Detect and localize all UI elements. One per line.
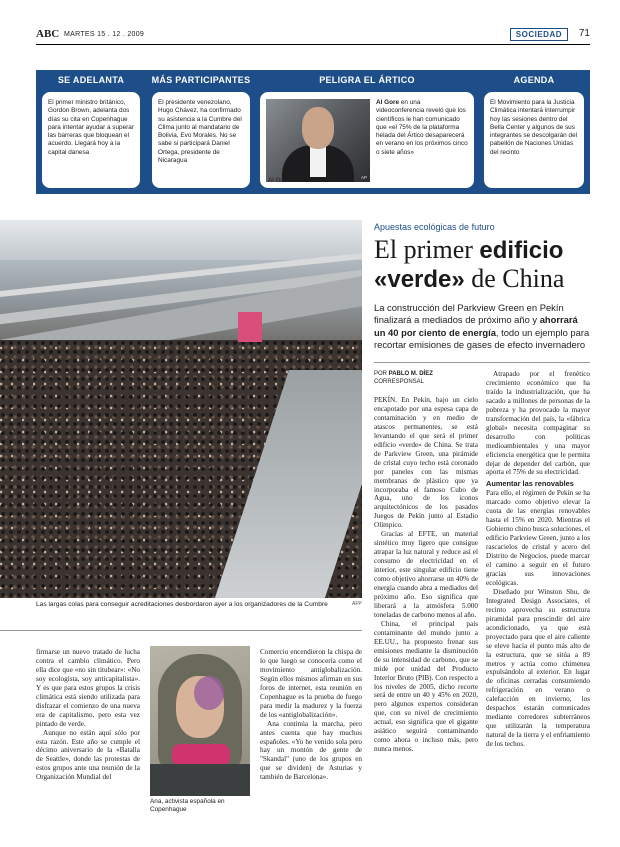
paragraph: China, el principal país contaminante del mundo junto a EE.UU., ha propuesto frenar sus emisiones mediante la disminución de su intensidad de carbono, que se mide por unidad del Producto Interior Bruto (PIB). Con respecto a los niveles de 2005, dicho recorte será de entre un 40 y 45% en 2020, pero algunos expertos consideran que, con su nivel de crecimiento actual, eso significa que el gigante asiático seguirá contaminando como ahora o incluso más, pero nunca menos.	[374, 619, 478, 754]
lower-column-1	[36, 648, 140, 782]
article-column-1	[374, 396, 478, 754]
lead-part: La construcción del Parkview Green en Pekín finalizará a mediados de próximo año y	[374, 302, 564, 326]
divider	[0, 630, 362, 631]
headline-part: edificio	[479, 237, 564, 264]
photo-shape	[150, 764, 250, 796]
paragraph: Ana continúa la marcha, pero antes cuenta que hay muchos españoles. «Yo he venido sola pero hay un montón de gente de "Skandal" (uno de los grupos en que se dividen) de Asturias y también de Barcelona».	[260, 719, 362, 782]
band-box-body	[484, 92, 584, 188]
page-number: 71	[578, 28, 590, 39]
newspaper-logo: ABC	[36, 28, 60, 40]
band-box-participantes	[146, 70, 256, 194]
photo-shape	[172, 744, 230, 766]
divider	[374, 362, 590, 363]
photo-shape	[310, 147, 326, 177]
subheading: Aumentar las renovables	[486, 479, 574, 489]
photo-shape	[0, 220, 362, 260]
band-text: El primer ministro británico, Gordon Brown, adelanta dos días su cita en Copenhague para intentar ayudar a superar las barreras que bloquean el acuerdo. Llegará hoy a la capital danesa	[48, 99, 134, 156]
photo-shape	[302, 107, 334, 149]
info-band	[36, 70, 590, 194]
band-title: PELIGRA EL ÁRTICO	[319, 75, 415, 85]
band-title: MÁS PARTICIPANTES	[151, 75, 251, 85]
paragraph: firmarse un nuevo tratado de lucha contra el cambio climático. Pero ella dice que «no sin titubear»: «No soy ecologista, soy anticapitalista». Y es que para estos grupos la crisis climática está siendo utilizada para disfrazar el comienzo de una nueva era de capitalismo, pero esta vez pintado de verde.	[36, 648, 140, 728]
paragraph: Atrapado por el frenético crecimiento económico que ha traído la industrialización, que ha sacado a millones de personas de la pobreza y ha provocado la mayor transformación del país, la «fábrica global» necesita compaginar su desarrollo con políticas medioambientales y una mayor eficiencia energética que le permita dejar de depender del carbón, que aporta el 75% de su electricidad.	[486, 370, 590, 477]
lead-part: , todo un ejemplo para recortar emisiones de gases de efecto invernadero	[374, 326, 590, 351]
paragraph: Para ello, el régimen de Pekín se ha marcado como objetivo elevar la cuota de las energías renovables hasta el 15% en 2020. Mientras el Gobierno chino busca soluciones, el edificio Parkview Green, junto a los rascacielos de cristal y acero del Distrito de Negocios, puede marcar el camino a seguir en el futuro gracias sus innovaciones ecológicas.	[486, 489, 590, 587]
band-box-adelanta	[36, 70, 146, 194]
byline	[374, 370, 433, 386]
article-headline	[374, 236, 590, 294]
crowd-photo	[0, 220, 362, 598]
byline-por: POR	[374, 371, 389, 377]
article-kicker: Apuestas ecológicas de futuro	[374, 222, 495, 232]
paragraph: Gracias al EFTE, un material sintético muy ligero que consigue atrapar la luz natural y reduce así el consumo de electricidad en el interior, este singular edificio tiene como objetivo ahorrarse un 40% de energía cuando abra a mediados del próximo año. Eso significa que liberará a la atmósfera 5.000 toneladas de carbono menos al año.	[374, 530, 478, 619]
lead-part: ahorrará un 40 por ciento de energía	[374, 314, 578, 338]
band-text	[376, 99, 470, 157]
photo-caption: Ana, activista española en Copenhague	[150, 798, 225, 813]
band-text: El Movimiento para la Justicia Climática intentará interrumpir hoy las sesiones dentro del Bella Center y algunos de sus integrantes se descolgarán del pabellón de Naciones Unidas del recinto	[490, 99, 578, 156]
band-box-agenda	[478, 70, 590, 194]
band-box-body	[260, 92, 474, 188]
byline-name: PABLO M. DÍEZ	[388, 371, 433, 377]
al-gore-photo	[266, 99, 370, 182]
headline-part: «verde»	[374, 266, 465, 293]
band-box-artico	[256, 70, 478, 194]
lead-name: Al Gore	[376, 99, 400, 106]
photo-shape	[238, 312, 262, 342]
paragraph: Diseñado por Winston Shu, de Integrated Design Associates, el recinto aprovecha su estructura piramidal para prescindir del aire acondicionado, ya que está proyectado para que el aire caliente se eleve hacia el punto más alto de la estructura, que se sitúa a 89 metros y actúa como chimenea expulsándolo al exterior. En lugar de oficinas cerradas consumiendo refrigeración en verano o calefacción en invierno, los despachos estarán comunicados mediante corredores subterráneos que utilizarán la temperatura natural de la tierra y el enfriamiento de los techos.	[486, 587, 590, 749]
photo-credit: AP	[360, 175, 367, 180]
paragraph: Aunque no están aquí sólo por esta razón. Este año se cumple el décimo aniversario de la «Batalla de Seattle», donde las protestas de estos grupos ante una reunión de la Organización Mundial del	[36, 728, 140, 782]
page-header	[36, 30, 590, 45]
lower-column-3	[260, 648, 362, 782]
band-box-body	[152, 92, 250, 188]
activist-photo	[150, 646, 250, 796]
band-title: AGENDA	[513, 75, 555, 85]
headline-part: de China	[464, 264, 565, 293]
photo-caption: Las largas colas para conseguir acreditaciones desbordaron ayer a los organizadores de la Cumbre	[36, 601, 328, 608]
band-box-body	[42, 92, 140, 188]
paragraph: PEKÍN. En Pekín, bajo un cielo encapotado por una espesa capa de contaminación y en medio de atascos permanentes, se está levantando el que será el primer edificio «verde» de China. Se trata de Parkview Green, una pirámide de cristal cuyo techo está coronado por paneles con las mismas membranas de plástico que ya incorporaba el famoso Cubo de Agua, uno de los iconos arquitectónicos de los pasados Juegos de Pekín junto al Estadio Olímpico.	[374, 396, 478, 530]
band-title: SE ADELANTA	[57, 75, 125, 85]
headline-part: El primer	[374, 235, 480, 264]
band-text-body: en una videoconferencia reveló que los científicos le han comunicado que «el 75% de la plataforma helada del Ártico desaparecerá en verano en los próximos cinco o siete años»	[376, 99, 468, 156]
photo-shape	[194, 676, 224, 710]
paragraph: Comercio encendieron la chispa de lo que luego se conocería como el movimiento antiglobalización. Según ellos mismos afirman en sus foros de internet, esta reunión en Copenhague es la prueba de fuego para medir la madurez y la fuerza de los «antiglobalización».	[260, 648, 362, 719]
section-label: SOCIEDAD	[510, 28, 568, 41]
photo-caption: Al Gore	[268, 177, 290, 184]
issue-date: MARTES 15 . 12 . 2009	[64, 31, 145, 38]
article-lead	[374, 302, 590, 352]
band-text: El presidente venezolano, Hugo Chávez, ha confirmado su asistencia a la Cumbre del Clima junto al mandatario de Bolivia, Evo Morales. No se sabe si participará Daniel Ortega, presidente de Nicaragua	[158, 99, 242, 165]
photo-credit: AFP	[352, 601, 362, 607]
article-column-2	[486, 370, 590, 749]
byline-role: CORRESPONSAL	[374, 379, 425, 385]
